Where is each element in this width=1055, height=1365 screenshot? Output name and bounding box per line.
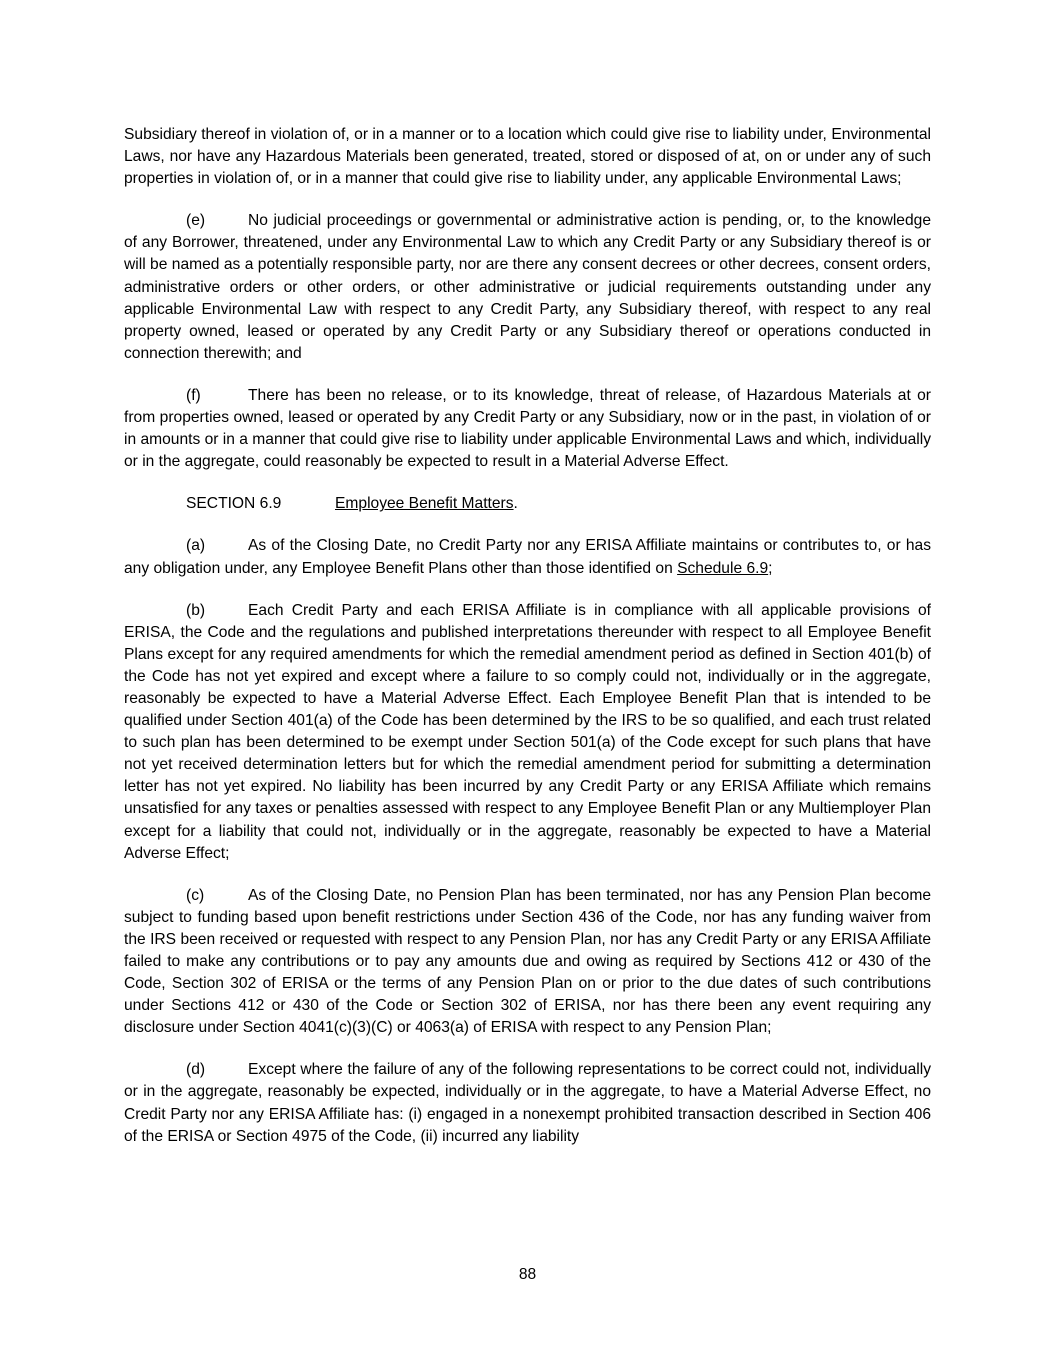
section-heading — [124, 493, 931, 515]
paragraph-b — [124, 600, 931, 865]
paragraph-b-label: (b) — [186, 601, 206, 619]
paragraph-a — [124, 535, 931, 579]
page-number: 88 — [518, 1266, 537, 1283]
paragraph-a-text: As of the Closing Date, no Credit Party nor any ERISA Affiliate maintains or contributes to, or has any obligation under, any Employee Benefit Plans other than those identified on — [124, 537, 931, 577]
section-title-suffix: . — [513, 495, 518, 513]
document-body — [124, 124, 931, 1168]
paragraph-f-text: There has been no release, or to its knowledge, threat of release, of Hazardous Materials at or from properties owned, leased or operated by any Credit Party or any Subsidiary, now or in the past, in violation of or in amounts or in a manner that could give rise to liability under applicable Environmental Laws and which, individually or in the aggregate, could reasonably be expected to result in a Material Adverse Effect. — [124, 386, 931, 471]
paragraph-f — [124, 385, 931, 473]
opening-paragraph — [124, 124, 931, 190]
paragraph-c-text: As of the Closing Date, no Pension Plan has been terminated, nor has any Pension Plan become subject to funding based upon benefit restrictions under Section 436 of the Code, nor has any funding waiver from the IRS been received or requested with respect to any Pension Plan, nor has any Credit Party or any ERISA Affiliate failed to make any contributions or to pay any amounts due and owing as required by Sections 412 or 430 of the Code, Section 302 of ERISA or the terms of any Pension Plan on or prior to the due dates of such contributions under Sections 412 or 430 of the Code or Section 302 of ERISA, nor has there been any event requiring any disclosure under Section 4041(c)(3)(C) or 4063(a) of ERISA with respect to any Pension Plan; — [124, 886, 931, 1037]
paragraph-d — [124, 1059, 931, 1147]
paragraph-e-text: No judicial proceedings or governmental or administrative action is pending, or, to the knowledge of any Borrower, threatened, under any Environmental Law to which any Credit Party or any Subsidiary thereof is or will be named as a potentially responsible party, nor are there any consent decrees or other decrees, consent orders, administrative orders or other orders, or other administrative or judicial requirements outstanding under any applicable Environmental Law with respect to any Credit Party, any Subsidiary thereof, with respect to any real property owned, leased or operated by any Credit Party or any Subsidiary thereof or operations conducted in connection therewith; and — [124, 212, 931, 362]
paragraph-e — [124, 210, 931, 365]
paragraph-e-label: (e) — [186, 212, 206, 230]
paragraph-a-suffix: ; — [768, 559, 773, 577]
section-title: Employee Benefit Matters — [335, 495, 514, 513]
opening-paragraph-text: Subsidiary thereof in violation of, or in a manner or to a location which could give rise to liability under, Environmental Laws, nor have any Hazardous Materials been generated, treated, stored or disposed of at, on or under any of such properties in violation of, or in a manner that could give rise to liability under, any applicable Environmental Laws; — [124, 126, 931, 188]
paragraph-d-label: (d) — [186, 1061, 206, 1079]
schedule-reference: Schedule 6.9 — [677, 559, 769, 577]
paragraph-c — [124, 885, 931, 1040]
section-number: SECTION 6.9 — [186, 495, 282, 513]
paragraph-a-label: (a) — [186, 537, 206, 555]
paragraph-d-text: Except where the failure of any of the following representations to be correct could not, individually or in the aggregate, reasonably be expected, individually or in the aggregate, to have a Material Adverse Effect, no Credit Party nor any ERISA Affiliate has: (i) engaged in a nonexempt prohibited transaction described in Section 406 of the ERISA or Section 4975 of the Code, (ii) incurred any liability — [124, 1061, 931, 1145]
paragraph-b-text: Each Credit Party and each ERISA Affiliate is in compliance with all applicable provisions of ERISA, the Code and the regulations and published interpretations thereunder with respect to all Employee Benefit Plans except for any required amendments for which the remedial amendment period as defined in Section 401(b) of the Code has not yet expired and except where a failure to so comply could not, individually or in the aggregate, reasonably be expected to have a Material Adverse Effect. Each Employee Benefit Plan that is intended to be qualified under Section 401(a) of the Code has been determined by the IRS to be so qualified, and each trust related to such plan has been determined to be exempt under Section 501(a) of the Code except for such plans that have not yet received determination letters but for which the remedial amendment period for submitting a determination letter has not yet expired. No liability has been incurred by any Credit Party or any ERISA Affiliate which remains unsatisfied for any taxes or penalties assessed with respect to any Employee Benefit Plan or any Multiemployer Plan except for a liability that could not, individually or in the aggregate, reasonably be expected to have a Material Adverse Effect; — [124, 601, 931, 862]
paragraph-c-label: (c) — [186, 886, 205, 904]
paragraph-f-label: (f) — [186, 386, 201, 404]
